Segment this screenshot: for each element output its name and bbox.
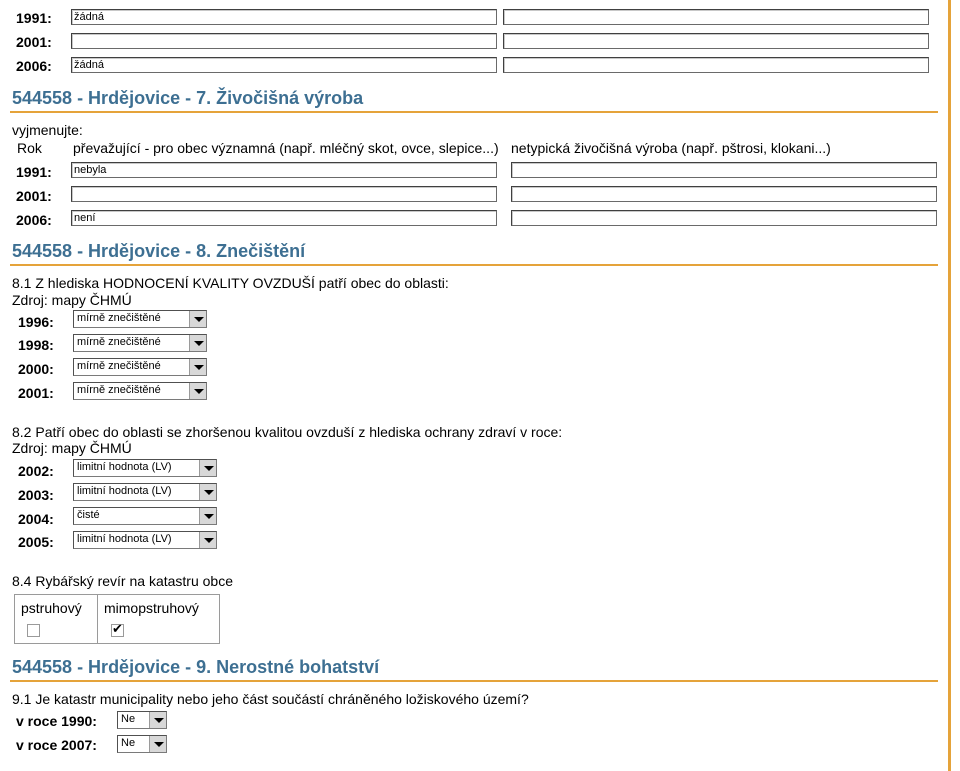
year-label: v roce 2007: xyxy=(16,737,97,753)
text-field[interactable]: není xyxy=(71,210,497,226)
trout-checkbox[interactable] xyxy=(27,624,40,637)
health-zone-select[interactable] xyxy=(73,483,217,501)
year-label: 2001: xyxy=(16,188,52,204)
year-label: 2001: xyxy=(16,34,52,50)
text-field[interactable] xyxy=(503,57,929,73)
section-rule xyxy=(10,111,938,113)
year-label: 1991: xyxy=(16,164,52,180)
col-non-trout: mimopstruhový xyxy=(104,600,199,616)
year-label: 2000: xyxy=(18,361,54,377)
section-heading: 544558 - Hrdějovice - 8. Znečištění xyxy=(12,241,306,261)
chevron-down-icon[interactable] xyxy=(189,359,206,375)
text-field[interactable]: žádná xyxy=(71,57,497,73)
col-trout: pstruhový xyxy=(21,600,82,616)
deposit-select[interactable] xyxy=(117,711,167,729)
text-field[interactable] xyxy=(71,186,497,202)
chevron-down-icon[interactable] xyxy=(199,532,216,548)
col-year: Rok xyxy=(17,140,42,156)
chevron-down-icon[interactable] xyxy=(189,383,206,399)
section-rule xyxy=(10,680,938,682)
select-value: mírně znečištěné xyxy=(77,312,161,324)
text-field[interactable] xyxy=(503,9,929,25)
year-label: 2004: xyxy=(18,511,54,527)
text-field[interactable] xyxy=(71,33,497,49)
question-label: 8.2 Patří obec do oblasti se zhoršenou kvalitou ovzduší z hlediska ochrany zdraví v roce: xyxy=(12,424,563,440)
chevron-down-icon[interactable] xyxy=(199,484,216,500)
select-value: limitní hodnota (LV) xyxy=(77,533,172,545)
non-trout-checkbox[interactable] xyxy=(111,624,124,637)
chevron-down-icon[interactable] xyxy=(149,712,166,728)
health-zone-select[interactable] xyxy=(73,459,217,477)
text-field[interactable] xyxy=(511,162,937,178)
select-value: limitní hodnota (LV) xyxy=(77,461,172,473)
chevron-down-icon[interactable] xyxy=(189,335,206,351)
section-heading: 544558 - Hrdějovice - 7. Živočišná výroba xyxy=(12,88,364,108)
question-label: 8.4 Rybářský revír na katastru obce xyxy=(12,573,233,589)
col-dominant: převažující - pro obec významná (např. mléčný skot, ovce, slepice...) xyxy=(73,140,499,156)
source-label: Zdroj: mapy ČHMÚ xyxy=(12,440,132,456)
select-value: Ne xyxy=(121,713,136,725)
year-label: 2002: xyxy=(18,463,54,479)
year-label: 2005: xyxy=(18,534,54,550)
question-label: 8.1 Z hlediska HODNOCENÍ KVALITY OVZDUŠÍ patří obec do oblasti: xyxy=(12,275,449,291)
year-label: 2006: xyxy=(16,58,52,74)
year-label: 1996: xyxy=(18,314,54,330)
fishing-table xyxy=(14,594,220,644)
select-value: čisté xyxy=(77,509,100,521)
air-quality-select[interactable] xyxy=(73,358,207,376)
table-divider xyxy=(97,595,98,643)
chevron-down-icon[interactable] xyxy=(149,736,166,752)
section-rule xyxy=(10,264,938,266)
health-zone-select[interactable] xyxy=(73,531,217,549)
col-atypical: netypická živočišná výroba (např. pštrosi, klokani...) xyxy=(511,140,831,156)
text-field[interactable] xyxy=(503,33,929,49)
year-label: 2001: xyxy=(18,385,54,401)
health-zone-select[interactable] xyxy=(73,507,217,525)
select-value: limitní hodnota (LV) xyxy=(77,485,172,497)
select-value: Ne xyxy=(121,737,136,749)
deposit-select[interactable] xyxy=(117,735,167,753)
chevron-down-icon[interactable] xyxy=(199,460,216,476)
question-label: 9.1 Je katastr municipality nebo jeho část součástí chráněného ložiskového území? xyxy=(12,691,529,707)
year-label: 1998: xyxy=(18,337,54,353)
select-value: mírně znečištěné xyxy=(77,336,161,348)
air-quality-select[interactable] xyxy=(73,334,207,352)
year-label: 2006: xyxy=(16,212,52,228)
exclude-label: vyjmenujte: xyxy=(12,122,83,138)
section-heading: 544558 - Hrdějovice - 9. Nerostné bohatství xyxy=(12,657,380,677)
year-label: 1991: xyxy=(16,10,52,26)
chevron-down-icon[interactable] xyxy=(199,508,216,524)
text-field[interactable]: žádná xyxy=(71,9,497,25)
select-value: mírně znečištěné xyxy=(77,360,161,372)
source-label: Zdroj: mapy ČHMÚ xyxy=(12,292,132,308)
air-quality-select[interactable] xyxy=(73,382,207,400)
year-label: 2003: xyxy=(18,487,54,503)
air-quality-select[interactable] xyxy=(73,310,207,328)
year-label: v roce 1990: xyxy=(16,713,97,729)
page-right-border xyxy=(948,0,951,771)
text-field[interactable] xyxy=(511,186,937,202)
text-field[interactable]: nebyla xyxy=(71,162,497,178)
chevron-down-icon[interactable] xyxy=(189,311,206,327)
select-value: mírně znečištěné xyxy=(77,384,161,396)
text-field[interactable] xyxy=(511,210,937,226)
